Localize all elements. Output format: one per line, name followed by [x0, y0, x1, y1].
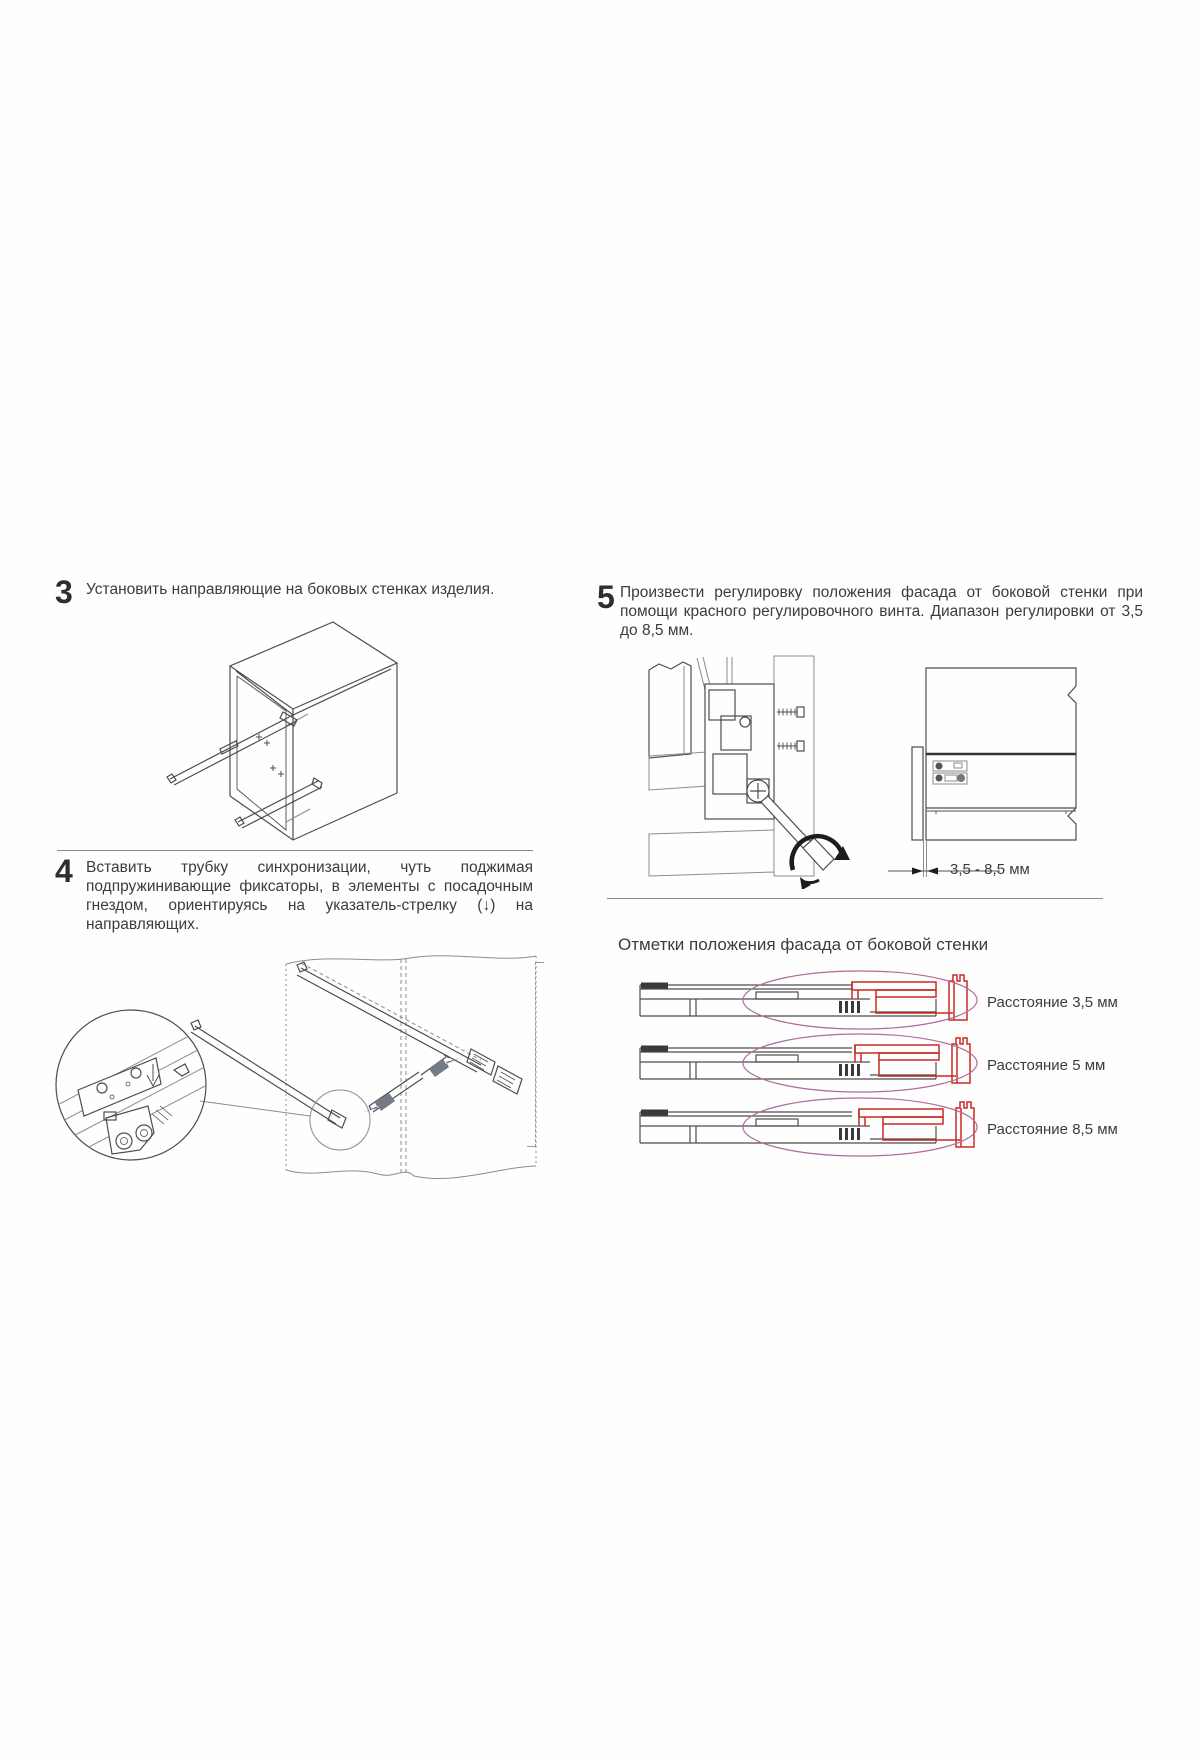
facade-distance-row [540, 1095, 1160, 1159]
step3-number: 3 [55, 574, 73, 610]
synchronization-tube-figure [48, 938, 548, 1186]
step3-text: Установить направляющие на боковых стенках изделия. [86, 581, 495, 598]
facade-distance-row [540, 1031, 1160, 1095]
facade-dashed-line-top-tick [535, 962, 544, 963]
row-label-8-5: Расстояние 8,5 мм [987, 1121, 1118, 1138]
facade-distance-row [540, 968, 1160, 1032]
step5-text: Произвести регулировку положения фасада от боковой стенки при помощи красного регулировочного винта. Диапазон регулировки от 3,5 до 8,5 мм. [620, 584, 1143, 639]
slide-profile-figure-8-5 [540, 1095, 1010, 1159]
dimension-label: 3,5 - 8,5 мм [950, 861, 1030, 878]
row-label-5: Расстояние 5 мм [987, 1057, 1106, 1074]
slide-profile-figure-5 [540, 1031, 1010, 1095]
step5-number: 5 [597, 579, 615, 615]
left-column-separator [57, 850, 533, 851]
marks-section-heading: Отметки положения фасада от боковой стенки [618, 935, 989, 954]
cabinet-installation-figure [150, 616, 430, 851]
adjustment-screw-figure [637, 654, 887, 889]
right-column-separator [607, 898, 1103, 899]
facade-dashed-line [535, 962, 536, 1147]
slide-profile-figure-3-5 [540, 968, 1010, 1032]
step4-number: 4 [55, 853, 73, 889]
facade-dashed-line-bottom-tick [527, 1146, 536, 1147]
step4-text: Вставить трубку синхронизации, чуть поджимая подпружинивающие фиксаторы, в элементы с посадочным гнездом, ориентируясь на указатель-стрелку (↓) на направляющих. [86, 859, 533, 933]
row-label-3-5: Расстояние 3,5 мм [987, 994, 1118, 1011]
facade-gap-figure [888, 658, 1103, 883]
